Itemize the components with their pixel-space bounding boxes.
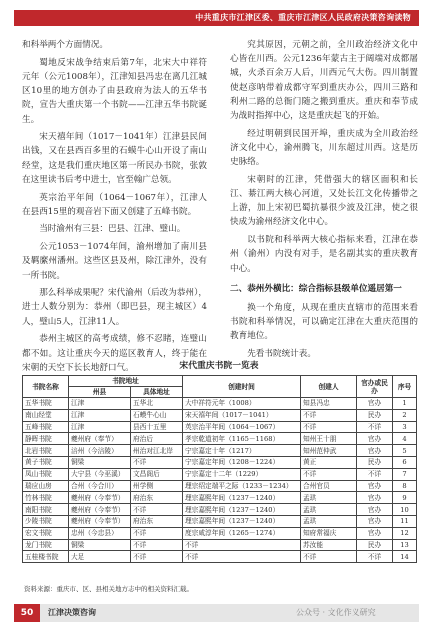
cell-seq: 10 [393, 504, 417, 516]
cell-seq: 4 [393, 433, 417, 445]
cell-name: 宏文书院 [23, 527, 69, 539]
cell-county: 铜梁 [69, 539, 131, 551]
cell-name: 黄子书院 [23, 456, 69, 468]
cell-county: 忠州（今忠县） [69, 527, 131, 539]
cell-type: 民办 [357, 409, 393, 421]
table-row [23, 480, 417, 492]
cell-place: 不详 [131, 551, 183, 563]
cell-county: 江津 [69, 398, 131, 410]
header-name: 书院名称 [23, 376, 69, 398]
paragraph: 和科举两个方面情况。 [22, 40, 108, 50]
cell-founder: 知府常福庆 [301, 527, 357, 539]
cell-county: 江津 [69, 421, 131, 433]
watermark: 公众号 · 文化作义研究 [296, 608, 376, 617]
cell-place: 县西十五里 [131, 421, 183, 433]
cell-founder: 孟珙 [301, 515, 357, 527]
cell-county: 大宁县（今巫溪） [69, 468, 131, 480]
cell-type: 民办 [357, 456, 393, 468]
paragraph: 究其原因，元朝之前，全川政治经济文化中心皆在川西。公元1236年蒙古主于阔端对成都屠城，火杀百余万人后，川西元气大伤。四川制置使赵彦呐带着成都守军到重庆办公，四川三路和利州二路的总衙门随之搬到重庆。重庆和奉节成为战时指挥中心，这是重庆起飞的开始。 [230, 40, 418, 122]
right-column [230, 38, 418, 365]
running-header: 中共重庆市江津区委、重庆市江津区人民政府决策咨询读物 [14, 10, 419, 26]
paragraph: 当时渝州有三县：巴县、江津、璧山。 [39, 224, 186, 235]
cell-seq: 14 [393, 551, 417, 563]
cell-place: 府治后 [131, 433, 183, 445]
cell-founder: 知县冯忠 [301, 398, 357, 410]
table-row [23, 551, 417, 563]
cell-county: 夔州府（今奉节） [69, 515, 131, 527]
paragraph: 先看书院统计表。 [247, 349, 316, 360]
cell-place: 石蟆牛心山 [131, 409, 183, 421]
cell-county: 夔州府（今奉节） [69, 492, 131, 504]
cell-type: 官办 [357, 433, 393, 445]
table-row [23, 398, 417, 410]
table-row [23, 527, 417, 539]
cell-place: 不详 [131, 456, 183, 468]
cell-founder: 知州范仲武 [301, 445, 357, 457]
paragraph: 恭州主城区的高考成绩，修不忍睹，连璧山都不如。这让重庆今天的巡区教育人，终于能在宋朝的天空下长长地舒口气。 [22, 334, 207, 373]
cell-name: 凤山书院 [23, 468, 69, 480]
paragraph: 宋朝时的江津，凭借强大的辖区面积和长江、綦江两大核心河道，又处长江文化传播带之上游，加上宋初巴蜀抗暴很少波及江津，使之很快成为渝州经济文化中心。 [230, 174, 418, 228]
cell-founder: 合州官员 [301, 480, 357, 492]
cell-county: 铜梁 [69, 456, 131, 468]
cell-founder: 不详 [301, 468, 357, 480]
cell-name: 竹林书院 [23, 492, 69, 504]
cell-founder: 黄正 [301, 456, 357, 468]
table-source-note: 资料来源：重庆市、区、县相关地方志中的相关资料汇载。 [24, 585, 193, 593]
cell-name: 少陵书院 [23, 515, 69, 527]
table-row [23, 504, 417, 516]
cell-seq: 13 [393, 539, 417, 551]
paragraph: 经过明朝到民国开埠，重庆成为全川政治经济文化中心，渝州腾飞，川东超过川西。这是历史脉络。 [230, 128, 418, 168]
header-founder: 创建人 [301, 376, 357, 398]
header-place: 具体地址 [131, 387, 183, 398]
cell-name: 五华书院 [23, 398, 69, 410]
paragraph: 换一个角度，从现在重庆直辖市的范围来看书院和科举情况，可以确定江津在大重庆范围的教育地位。 [230, 302, 418, 342]
cell-place: 府治东 [131, 492, 183, 504]
table-row [23, 409, 417, 421]
cell-time: 孝宗乾道初年（1165－1168） [183, 433, 301, 445]
academy-table-section [22, 358, 416, 563]
left-column [22, 38, 207, 378]
journal-name: 江津决策咨询 [48, 608, 96, 617]
paragraph: 英宗治平年间（1064－1067年），江津人在县西15里的观音岩下面又创建了五峰书院。 [22, 192, 207, 217]
cell-seq: 8 [393, 480, 417, 492]
cell-type: 官办 [357, 504, 393, 516]
cell-time: 大中祥符元年（1008） [183, 398, 301, 410]
cell-founder: 不详 [301, 409, 357, 421]
cell-time: 不详 [183, 551, 301, 563]
header-type: 官办或民办 [357, 376, 393, 398]
cell-time: 度宗咸淳年间（1265－1274） [183, 527, 301, 539]
table-row [23, 421, 417, 433]
cell-type: 官办 [357, 515, 393, 527]
cell-time: 宋天禧年间（1017－1041） [183, 409, 301, 421]
table-row [23, 515, 417, 527]
cell-type: 官办 [357, 492, 393, 504]
paragraph: 以书院和科举两大核心指标来看，江津在恭州（渝州）内没有对手，是名副其实的重庆教育中心。 [230, 235, 418, 274]
cell-name: 龙门书院 [23, 539, 69, 551]
header-time: 创建时间 [183, 376, 301, 398]
cell-name: 南山经堂 [23, 409, 69, 421]
cell-time: 理宗嘉熙年间（1237－1240） [183, 504, 301, 516]
cell-time: 宁宗嘉定十年（1217） [183, 445, 301, 457]
cell-place: 州治对江北岸 [131, 445, 183, 457]
paragraph: 蜀地反宋战争结束后第7年，北宋大中祥符元年（公元1008年），江津知县冯忠在离几江城区10里的地方创办了由县政府为法人的五华书院，宣告大重庆第一个书院——江津五华书院诞生。 [22, 57, 207, 125]
cell-seq: 2 [393, 409, 417, 421]
table-row [23, 433, 417, 445]
cell-county: 大足 [69, 551, 131, 563]
page-number: 50 [14, 604, 40, 622]
cell-seq: 7 [393, 468, 417, 480]
academy-table [22, 375, 417, 563]
cell-place: 文昌阁后 [131, 468, 183, 480]
cell-place: 不详 [131, 504, 183, 516]
cell-county: 夔州府（今奉节） [69, 504, 131, 516]
cell-founder: 不详 [301, 551, 357, 563]
cell-name: 五峰书院 [23, 421, 69, 433]
cell-type: 民办 [357, 539, 393, 551]
cell-type: 不详 [357, 421, 393, 433]
cell-name: 五桂楼书院 [23, 551, 69, 563]
cell-type: 官办 [357, 398, 393, 410]
cell-county: 合州（今合川） [69, 480, 131, 492]
cell-type: 不详 [357, 551, 393, 563]
cell-seq: 12 [393, 527, 417, 539]
cell-founder: 不详 [301, 421, 357, 433]
cell-seq: 9 [393, 492, 417, 504]
table-row [23, 492, 417, 504]
cell-place: 府治东 [131, 515, 183, 527]
paragraph: 公元1053－1074年间，渝州增加了南川县及羁縻州潘州。这些区县及州，除江津外，没有一所书院。 [22, 242, 207, 281]
cell-type: 官办 [357, 445, 393, 457]
cell-time: 不详 [183, 539, 301, 551]
cell-time: 宁宗嘉定年间（1208－1224） [183, 456, 301, 468]
cell-place: 不详 [131, 539, 183, 551]
cell-seq: 5 [393, 445, 417, 457]
cell-founder: 孟珙 [301, 504, 357, 516]
cell-type: 官办 [357, 527, 393, 539]
header-county: 州县 [69, 387, 131, 398]
cell-place: 不详 [131, 527, 183, 539]
cell-time: 英宗治平年间（1064－1067） [183, 421, 301, 433]
paragraph: 宋天禧年间（1017－1041年）江津县民间出钱，又在县西百多里的石蟆牛心山开设了南山经堂，这是我们重庆地区第一所民办书院，张敦在这里读书后考中进士，官至翰广总领。 [22, 132, 207, 185]
cell-seq: 1 [393, 398, 417, 410]
cell-type: 不详 [357, 468, 393, 480]
table-row [23, 468, 417, 480]
table-row [23, 539, 417, 551]
cell-name: 静晖书院 [23, 433, 69, 445]
cell-place: 州学侧 [131, 480, 183, 492]
table-row [23, 445, 417, 457]
cell-time: 宁宗嘉定十二年（1229） [183, 468, 301, 480]
cell-county: 江津 [69, 409, 131, 421]
cell-founder: 孟珙 [301, 492, 357, 504]
cell-place: 五华北 [131, 398, 183, 410]
cell-seq: 11 [393, 515, 417, 527]
table-caption: 宋代重庆书院一览表 [179, 361, 259, 371]
cell-time: 理宗绍定端平之际（1233－1234） [183, 480, 301, 492]
cell-seq: 3 [393, 421, 417, 433]
cell-county: 夔州府（奉节） [69, 433, 131, 445]
cell-name: 瑞应山房 [23, 480, 69, 492]
cell-type: 官办 [357, 480, 393, 492]
cell-time: 理宗嘉熙年间（1237－1240） [183, 492, 301, 504]
cell-time: 理宗嘉熙年间（1237－1240） [183, 515, 301, 527]
table-row [23, 456, 417, 468]
cell-name: 北岩书院 [23, 445, 69, 457]
header-location: 书院地址 [69, 376, 183, 387]
cell-county: 涪州（今涪陵） [69, 445, 131, 457]
cell-founder: 知州王十朋 [301, 433, 357, 445]
header-seq: 序号 [393, 376, 417, 398]
paragraph: 那么科举成果呢？宋代渝州（后改为恭州），进士人数分别为：恭州（即巴县，现主城区）4人，璧山5人，江津11人。 [22, 288, 207, 327]
cell-name: 南阳书院 [23, 504, 69, 516]
cell-seq: 6 [393, 456, 417, 468]
section-heading: 二、恭州外横比：综合指标县级单位遥居第一 [230, 283, 402, 294]
cell-founder: 苏汝能 [301, 539, 357, 551]
